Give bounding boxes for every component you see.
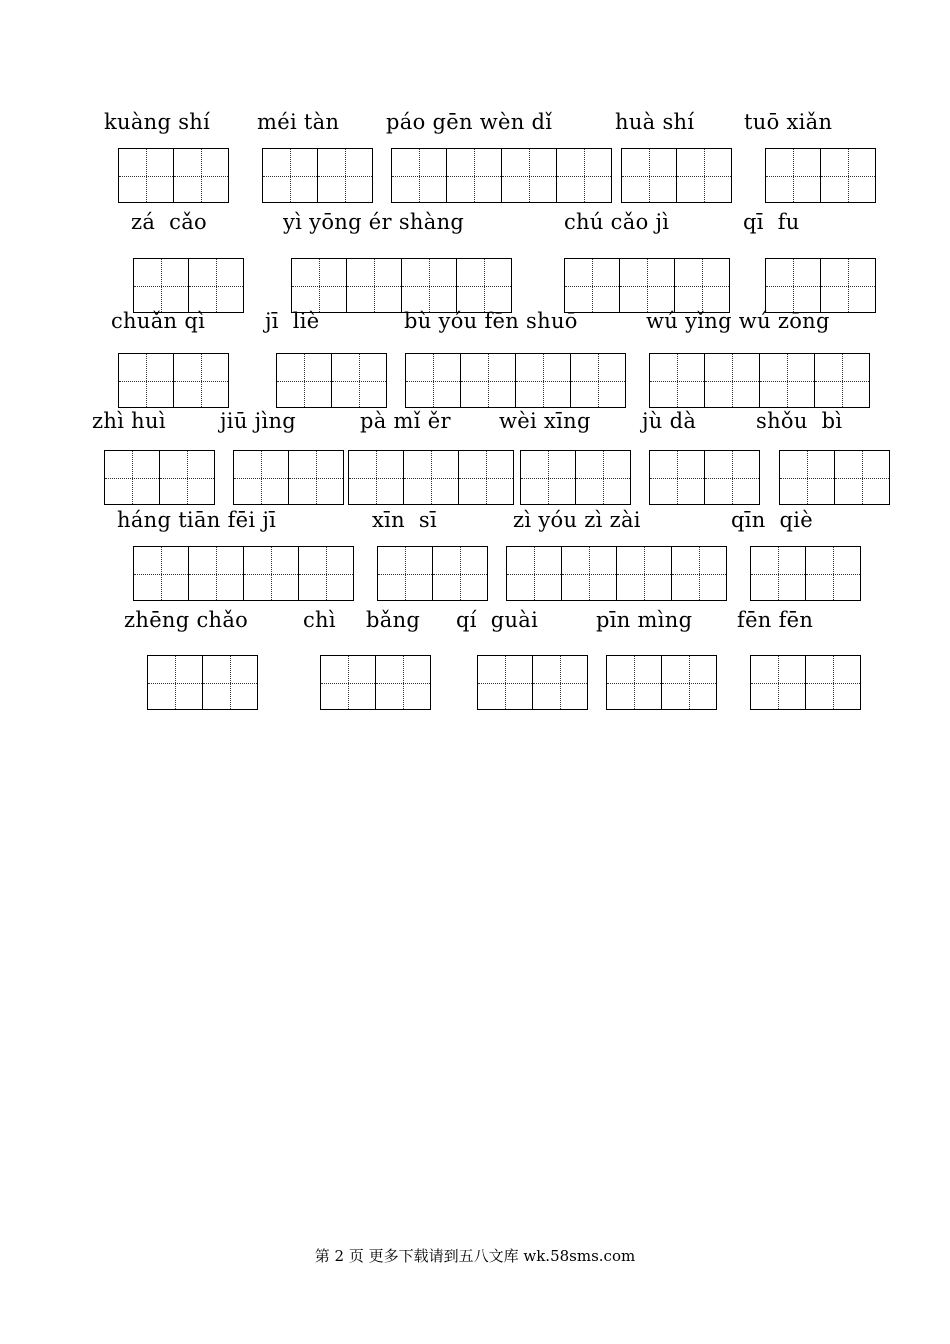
character-cell[interactable] — [321, 655, 376, 710]
pinyin-label: tuō xiǎn — [744, 110, 833, 134]
writing-grid[interactable] — [291, 258, 512, 313]
writing-grid[interactable] — [133, 258, 244, 313]
character-cell[interactable] — [289, 450, 344, 505]
pinyin-label: zhēng chǎo — [124, 608, 249, 632]
pinyin-label: wú yǐng wú zōng — [646, 309, 830, 333]
character-cell[interactable] — [806, 655, 861, 710]
character-cell[interactable] — [557, 148, 612, 203]
character-cell[interactable] — [766, 148, 821, 203]
character-cell[interactable] — [244, 546, 299, 601]
character-cell[interactable] — [760, 353, 815, 408]
pinyin-label: qīn qiè — [731, 508, 814, 532]
writing-grid[interactable] — [320, 655, 431, 710]
writing-grid[interactable] — [779, 450, 890, 505]
character-cell[interactable] — [571, 353, 626, 408]
pinyin-label: chuǎn qì — [111, 309, 206, 333]
character-cell[interactable] — [332, 353, 387, 408]
character-cell[interactable] — [174, 148, 229, 203]
writing-grid[interactable] — [649, 450, 760, 505]
character-cell[interactable] — [347, 258, 402, 313]
character-cell[interactable] — [478, 655, 533, 710]
pinyin-label: qí guài — [456, 608, 539, 632]
character-cell[interactable] — [277, 353, 332, 408]
pinyin-label: jù dà — [642, 409, 697, 433]
character-cell[interactable] — [457, 258, 512, 313]
pinyin-label: yì yōng ér shàng — [283, 210, 465, 234]
character-cell[interactable] — [299, 546, 354, 601]
character-cell[interactable] — [766, 258, 821, 313]
character-cell[interactable] — [349, 450, 404, 505]
character-cell[interactable] — [565, 258, 620, 313]
character-cell[interactable] — [189, 546, 244, 601]
character-cell[interactable] — [234, 450, 289, 505]
character-cell[interactable] — [622, 148, 677, 203]
character-cell[interactable] — [378, 546, 433, 601]
pinyin-label: bǎng — [366, 608, 421, 632]
pinyin-label: xīn sī — [372, 508, 438, 532]
writing-grid[interactable] — [750, 655, 861, 710]
writing-grid[interactable] — [104, 450, 215, 505]
character-cell[interactable] — [806, 546, 861, 601]
character-cell[interactable] — [533, 655, 588, 710]
character-cell[interactable] — [318, 148, 373, 203]
character-cell[interactable] — [675, 258, 730, 313]
pinyin-label: zì yóu zì zài — [513, 508, 641, 532]
writing-grid[interactable] — [621, 148, 732, 203]
writing-grid[interactable] — [506, 546, 727, 601]
writing-grid[interactable] — [262, 148, 373, 203]
character-cell[interactable] — [376, 655, 431, 710]
writing-grid[interactable] — [606, 655, 717, 710]
character-cell[interactable] — [433, 546, 488, 601]
pinyin-label: bù yóu fēn shuō — [404, 309, 578, 333]
character-cell[interactable] — [607, 655, 662, 710]
character-cell[interactable] — [406, 353, 461, 408]
character-cell[interactable] — [160, 450, 215, 505]
pinyin-label: zhì huì — [92, 409, 166, 433]
character-cell[interactable] — [821, 258, 876, 313]
character-cell[interactable] — [105, 450, 160, 505]
character-cell[interactable] — [148, 655, 203, 710]
character-cell[interactable] — [821, 148, 876, 203]
pinyin-label: háng tiān fēi jī — [117, 508, 277, 532]
character-cell[interactable] — [815, 353, 870, 408]
writing-grid[interactable] — [520, 450, 631, 505]
character-cell[interactable] — [562, 546, 617, 601]
character-cell[interactable] — [392, 148, 447, 203]
writing-grid[interactable] — [377, 546, 488, 601]
character-cell[interactable] — [650, 353, 705, 408]
character-cell[interactable] — [617, 546, 672, 601]
character-cell[interactable] — [404, 450, 459, 505]
writing-grid[interactable] — [765, 258, 876, 313]
page-footer: 第 2 页 更多下载请到五八文库 wk.58sms.com — [314, 1247, 636, 1265]
character-cell[interactable] — [672, 546, 727, 601]
character-cell[interactable] — [263, 148, 318, 203]
character-cell[interactable] — [521, 450, 576, 505]
character-cell[interactable] — [705, 353, 760, 408]
pinyin-label: páo gēn wèn dǐ — [386, 110, 553, 134]
pinyin-label: wèi xīng — [499, 409, 591, 433]
pinyin-label: méi tàn — [257, 110, 340, 134]
pinyin-label: pà mǐ ěr — [360, 409, 451, 433]
writing-grid[interactable] — [750, 546, 861, 601]
pinyin-label: qī fu — [743, 210, 800, 234]
character-cell[interactable] — [751, 655, 806, 710]
character-cell[interactable] — [507, 546, 562, 601]
writing-grid[interactable] — [477, 655, 588, 710]
character-cell[interactable] — [134, 258, 189, 313]
character-cell[interactable] — [705, 450, 760, 505]
character-cell[interactable] — [402, 258, 457, 313]
character-cell[interactable] — [119, 148, 174, 203]
pinyin-label: shǒu bì — [756, 409, 843, 433]
character-cell[interactable] — [780, 450, 835, 505]
character-cell[interactable] — [459, 450, 514, 505]
writing-grid[interactable] — [405, 353, 626, 408]
character-cell[interactable] — [502, 148, 557, 203]
character-cell[interactable] — [447, 148, 502, 203]
pinyin-label: kuàng shí — [104, 110, 211, 134]
character-cell[interactable] — [835, 450, 890, 505]
pinyin-label: pīn mìng — [596, 608, 693, 632]
pinyin-label: chú cǎo jì — [564, 210, 670, 234]
pinyin-label: chì — [303, 608, 336, 632]
pinyin-label: zá cǎo — [131, 210, 207, 234]
writing-grid[interactable] — [233, 450, 344, 505]
writing-grid[interactable] — [765, 148, 876, 203]
character-cell[interactable] — [461, 353, 516, 408]
character-cell[interactable] — [134, 546, 189, 601]
character-cell[interactable] — [174, 353, 229, 408]
character-cell[interactable] — [650, 450, 705, 505]
character-cell[interactable] — [576, 450, 631, 505]
character-cell[interactable] — [119, 353, 174, 408]
pinyin-label: fēn fēn — [737, 608, 814, 632]
writing-grid[interactable] — [564, 258, 730, 313]
writing-grid[interactable] — [391, 148, 612, 203]
character-cell[interactable] — [203, 655, 258, 710]
writing-grid[interactable] — [118, 353, 229, 408]
character-cell[interactable] — [751, 546, 806, 601]
writing-grid[interactable] — [118, 148, 229, 203]
character-cell[interactable] — [189, 258, 244, 313]
character-cell[interactable] — [620, 258, 675, 313]
writing-grid[interactable] — [348, 450, 514, 505]
writing-grid[interactable] — [276, 353, 387, 408]
writing-grid[interactable] — [649, 353, 870, 408]
pinyin-label: jī liè — [265, 309, 320, 333]
pinyin-label: huà shí — [615, 110, 695, 134]
character-cell[interactable] — [662, 655, 717, 710]
character-cell[interactable] — [292, 258, 347, 313]
pinyin-label: jiū jìng — [220, 409, 297, 433]
character-cell[interactable] — [516, 353, 571, 408]
writing-grid[interactable] — [147, 655, 258, 710]
writing-grid[interactable] — [133, 546, 354, 601]
character-cell[interactable] — [677, 148, 732, 203]
